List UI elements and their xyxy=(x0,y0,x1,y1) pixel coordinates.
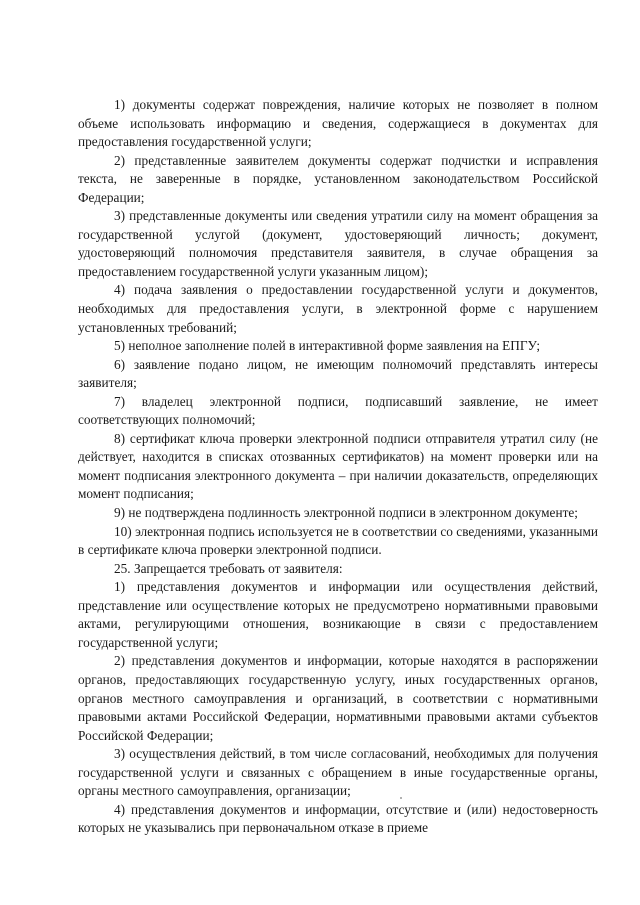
list-item-prohibited-3: 3) осуществления действий, в том числе согласований, необходимых для получения государственной услуги и связанных с обращением в иные государственные органы, органы местного самоуправления, организации; xyxy=(78,746,598,799)
list-item-certificate-expired: 8) сертификат ключа проверки электронной подписи отправителя утратил силу (не действует, находится в списках отозванных сертификатов) на момент проверки или на момент подписания электронного документа – при наличии доказательств, определяющих момент подписания; xyxy=(78,430,598,502)
document-page xyxy=(78,96,598,838)
list-item-prohibited-1: 1) представления документов и информации или осуществления действий, представление или осуществление которых не предусмотрено нормативными правовыми актами, регулирующими отношения, возникающие в связи с предоставлением государственной услуги; xyxy=(78,579,598,650)
list-item-expired-documents: 3) представленные документы или сведения утратили силу на момент обращения за государственной услугой (документ, удостоверяющий личность; документ, удостоверяющий полномочия представителя заявителя, в случае обращения за предоставлением государственной услуги указанным лицом); xyxy=(78,208,598,279)
scan-speck xyxy=(400,797,402,799)
list-item-incomplete-form: 5) неполное заполнение полей в интерактивной форме заявления на ЕПГУ; xyxy=(114,338,541,354)
list-item-signature-authenticity: 9) не подтверждена подлинность электронной подписи в электронном документе; xyxy=(114,505,578,521)
list-item-corrections: 2) представленные заявителем документы содержат подчистки и исправления текста, не заверенные в порядке, установленном законодательством Российской Федерации; xyxy=(78,152,598,205)
list-item-signature-mismatch: 10) электронная подпись используется не в соответствии со сведениями, указанными в сертификате ключа проверки электронной подписи. xyxy=(78,523,598,558)
list-item-prohibited-2: 2) представления документов и информации, которые находятся в распоряжении органов, предоставляющих государственную услугу, иных государственных органов, органов местного самоуправления и организаций, в соответствии с нормативными правовыми актами Российской Федерации, нормативными правовыми актами субъектов Российской Федерации; xyxy=(78,653,598,743)
list-item-prohibited-4: 4) представления документов и информации, отсутствие и (или) недостоверность которых не указывались при первоначальном отказе в приеме xyxy=(78,801,598,836)
list-item-no-authority: 6) заявление подано лицом, не имеющим полномочий представлять интересы заявителя; xyxy=(78,356,598,391)
list-item-defect: 1) документы содержат повреждения, наличие которых не позволяет в полном объеме использовать информацию и сведения, содержащиеся в документах для предоставления государственной услуги; xyxy=(78,97,598,150)
section-heading-25: 25. Запрещается требовать от заявителя: xyxy=(114,560,343,576)
list-item-electronic-submission: 4) подача заявления о предоставлении государственной услуги и документов, необходимых для предоставления услуги, в электронной форме с нарушением установленных требований; xyxy=(78,282,598,335)
list-item-signature-owner: 7) владелец электронной подписи, подписавший заявление, не имеет соответствующих полномочий; xyxy=(78,393,598,428)
